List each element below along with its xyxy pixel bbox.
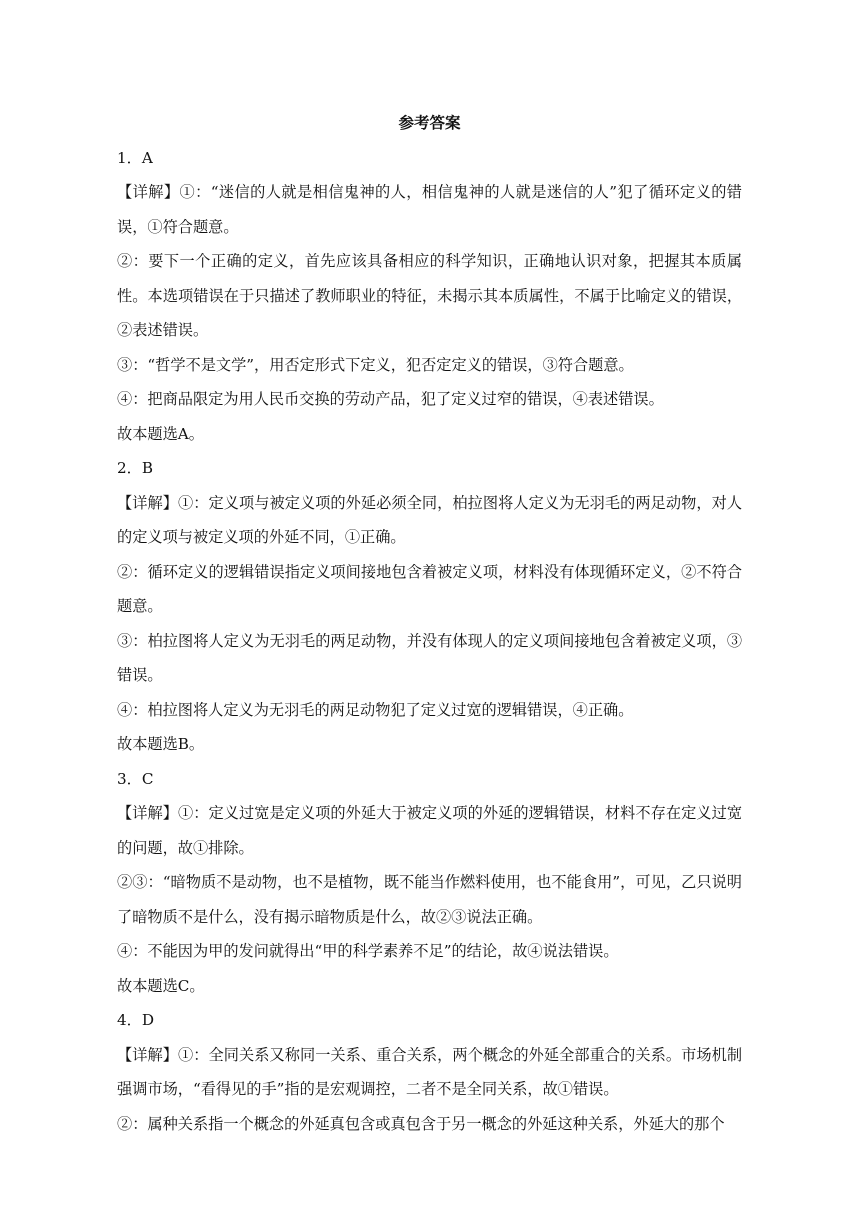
explanation-paragraph: ③：“哲学不是文学”，用否定形式下定义，犯否定定义的错误，③符合题意。 [117, 355, 634, 374]
question-3 [117, 762, 742, 1004]
explanation-paragraph: ②③：“暗物质不是动物，也不是植物，既不能当作燃料使用，也不能食用”，可见，乙只说明了暗物质不是什么，没有揭示暗物质是什么，故②③说法正确。 [117, 873, 742, 926]
question-number: 2．B [117, 459, 154, 477]
answer-conclusion: 故本题选A。 [117, 424, 204, 443]
explanation-paragraph: 【详解】①：定义项与被定义项的外延必须全同，柏拉图将人定义为无羽毛的两足动物，对人的定义项与被定义项的外延不同，①正确。 [117, 493, 742, 546]
page-title: 参考答案 [398, 114, 461, 132]
answer-content [117, 106, 742, 1141]
question-number: 1．A [117, 148, 153, 167]
explanation-paragraph: 【详解】①：定义过宽是定义项的外延大于被定义项的外延的逻辑错误，材料不存在定义过宽的问题，故①排除。 [117, 804, 742, 857]
question-2 [117, 451, 742, 762]
explanation-paragraph: ②：要下一个正确的定义，首先应该具备相应的科学知识，正确地认识对象，把握其本质属性。本选项错误在于只描述了教师职业的特征，未揭示其本质属性，不属于比喻定义的错误，②表述错误。 [117, 252, 742, 339]
explanation-paragraph: ④：不能因为甲的发问就得出“甲的科学素养不足”的结论，故④说法错误。 [117, 942, 619, 960]
explanation-paragraph: ②：属种关系指一个概念的外延真包含或真包含于另一概念的外延这种关系，外延大的那个 [117, 1114, 725, 1133]
question-4 [117, 1003, 742, 1141]
question-1 [117, 141, 742, 452]
answer-conclusion: 故本题选C。 [117, 976, 205, 995]
explanation-paragraph: ②：循环定义的逻辑错误指定义项间接地包含着被定义项，材料没有体现循环定义，②不符合题意。 [117, 562, 742, 615]
question-number: 3．C [117, 769, 154, 788]
explanation-paragraph: ③：柏拉图将人定义为无羽毛的两足动物，并没有体现人的定义项间接地包含着被定义项，③错误。 [117, 631, 742, 684]
explanation-paragraph: 【详解】①：“迷信的人就是相信鬼神的人，相信鬼神的人就是迷信的人”犯了循环定义的错误，①符合题意。 [117, 183, 742, 236]
explanation-paragraph: 【详解】①：全同关系又称同一关系、重合关系，两个概念的外延全部重合的关系。市场机制强调市场，“看得见的手”指的是宏观调控，二者不是全同关系，故①错误。 [117, 1045, 742, 1098]
answer-conclusion: 故本题选B。 [117, 735, 205, 753]
explanation-paragraph: ④：把商品限定为用人民币交换的劳动产品，犯了定义过窄的错误，④表述错误。 [117, 390, 664, 408]
explanation-paragraph: ④：柏拉图将人定义为无羽毛的两足动物犯了定义过宽的逻辑错误，④正确。 [117, 700, 634, 719]
question-number: 4．D [117, 1011, 155, 1029]
